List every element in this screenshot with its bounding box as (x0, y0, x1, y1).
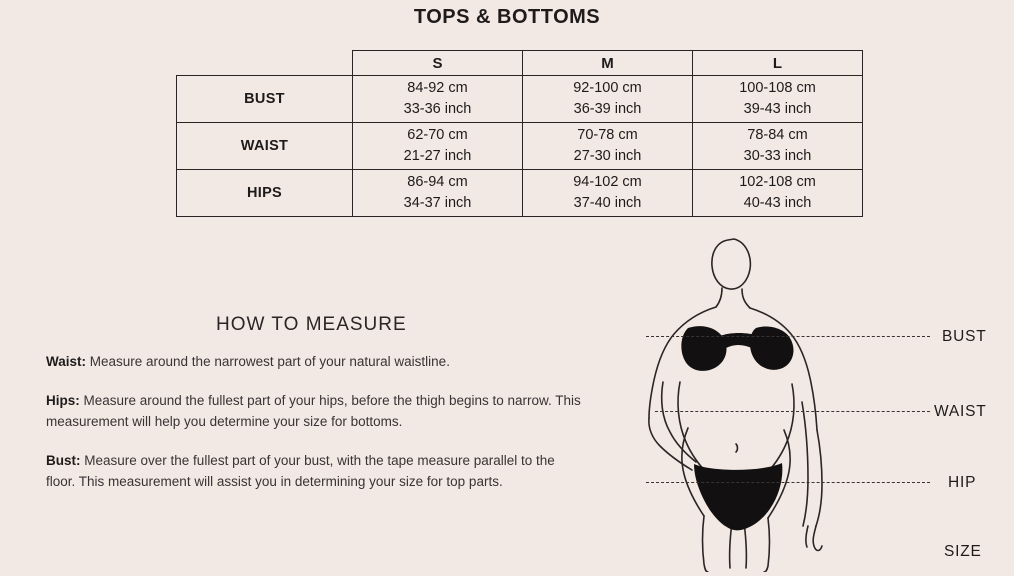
cell-hips-m (523, 170, 693, 217)
cell-value-inch: 36-39 inch (573, 101, 642, 117)
cell-waist-s (353, 123, 523, 170)
measure-term-bust: Bust: (46, 452, 81, 468)
measure-term-waist: Waist: (46, 354, 86, 369)
cell-value-cm: 102-108 cm (739, 173, 816, 190)
how-to-measure-list (46, 352, 586, 511)
cell-value-cm: 78-84 cm (747, 126, 808, 143)
guide-line-hip (646, 482, 930, 484)
column-header-s: S (353, 51, 523, 76)
measure-item-bust (46, 451, 586, 493)
row-label-hips: HIPS (177, 170, 353, 217)
column-header-l: L (693, 51, 863, 76)
cell-value-cm: 100-108 cm (739, 79, 816, 96)
cell-value-inch: 34-37 inch (403, 195, 472, 211)
table-header-row (177, 51, 863, 76)
cell-value-cm: 70-78 cm (577, 126, 638, 143)
row-label-waist: WAIST (177, 123, 353, 170)
cell-bust-s (353, 76, 523, 123)
female-body-illustration (616, 232, 896, 572)
guide-line-waist (655, 411, 930, 413)
measure-term-hips: Hips: (46, 392, 80, 408)
guide-label-size: SIZE (944, 543, 982, 560)
guide-label-bust: BUST (942, 328, 987, 345)
table-row (177, 170, 863, 217)
cell-value-inch: 30-33 inch (743, 148, 812, 164)
table-corner-cell (177, 51, 353, 76)
cell-value-inch: 33-36 inch (403, 101, 472, 117)
guide-line-bust (646, 336, 930, 338)
cell-value-inch: 39-43 inch (743, 101, 812, 117)
page-title: TOPS & BOTTOMS (413, 6, 601, 28)
cell-value-cm: 62-70 cm (407, 126, 468, 143)
cell-hips-s (353, 170, 523, 217)
measure-text-waist: Measure around the narrowest part of your natural waistline. (86, 354, 450, 369)
cell-value-inch: 21-27 inch (403, 148, 472, 164)
guide-label-waist: WAIST (934, 403, 987, 420)
cell-waist-m (523, 123, 693, 170)
measure-text-bust: Measure over the fullest part of your bust, with the tape measure parallel to the floor. This measurement will assist you in determining your size for top parts. (46, 452, 555, 489)
measure-item-hips (46, 391, 586, 433)
cell-hips-l (693, 170, 863, 217)
measure-item-waist (46, 352, 586, 373)
cell-bust-m (523, 76, 693, 123)
guide-label-hip: HIP (948, 474, 977, 491)
column-header-m: M (523, 51, 693, 76)
measure-text-hips: Measure around the fullest part of your hips, before the thigh begins to narrow. This measurement will help you determine your size for bottoms. (46, 392, 581, 429)
how-to-measure-heading: HOW TO MEASURE (216, 314, 407, 335)
cell-value-cm: 84-92 cm (407, 79, 468, 96)
size-chart-table (176, 50, 863, 217)
cell-value-inch: 40-43 inch (743, 195, 812, 211)
cell-waist-l (693, 123, 863, 170)
cell-value-cm: 94-102 cm (573, 173, 642, 190)
cell-value-cm: 92-100 cm (573, 79, 642, 96)
cell-value-inch: 27-30 inch (573, 148, 642, 164)
cell-bust-l (693, 76, 863, 123)
row-label-bust: BUST (177, 76, 353, 123)
cell-value-inch: 37-40 inch (573, 195, 642, 211)
cell-value-cm: 86-94 cm (407, 173, 468, 190)
table-row (177, 123, 863, 170)
table-row (177, 76, 863, 123)
